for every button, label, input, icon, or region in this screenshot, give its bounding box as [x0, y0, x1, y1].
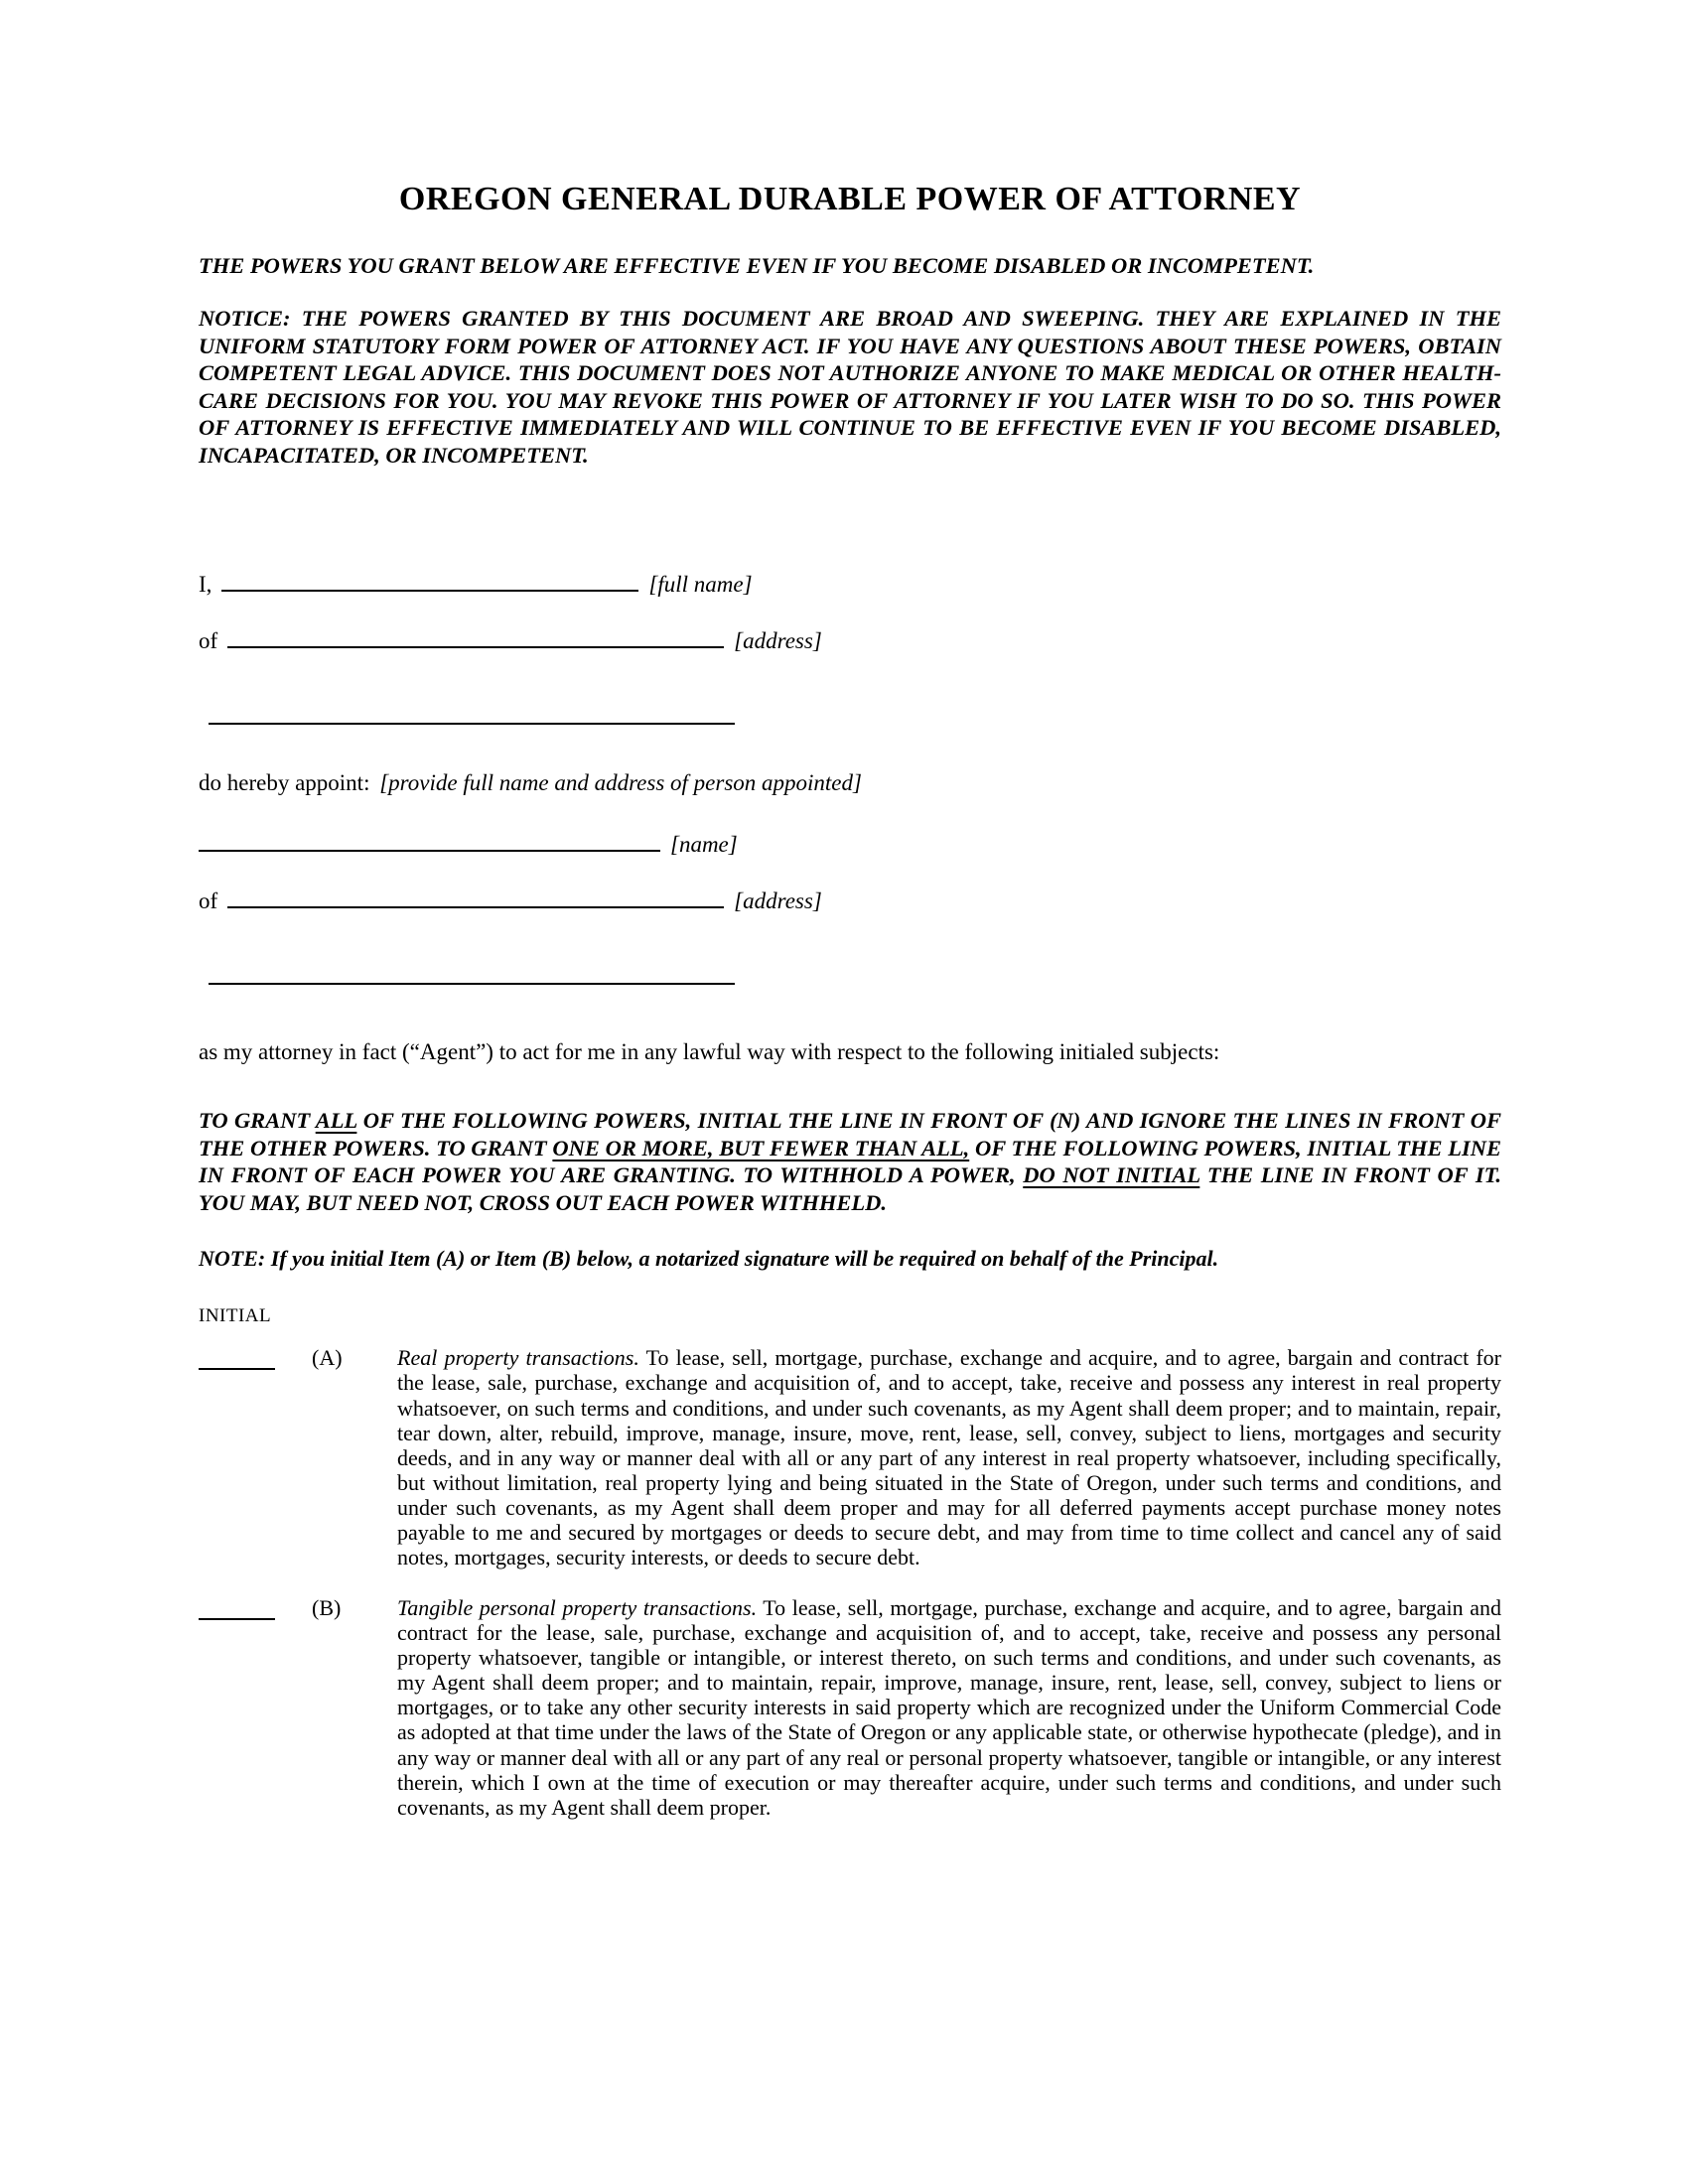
- item-b-title: Tangible personal property transactions.: [397, 1595, 758, 1621]
- item-b-body: To lease, sell, mortgage, purchase, exchange and acquire, and to agree, bargain and contract for the lease, sale, purchase, exchange and acquisition of, and to accept, take, receive and possess any personal property whatsoever, tangible or intangible, or interest thereto, on such terms and conditions, and under such covenants, as my Agent shall deem proper; and to maintain, repair, improve, manage, insure, rent, lease, sell, convey, subject to liens or mortgages, or to take any other security interests in said property which are recognized under the Uniform Commercial Code as adopted at that time under the laws of the State of Oregon or any applicable state, or otherwise hypothecate (pledge), and in any way or manner deal with all or any part of any real or personal property whatsoever, tangible or intangible, or any interest therein, which I own at the time of execution or may thereafter acquire, under such terms and conditions, and under such covenants, as my Agent shall deem proper.: [397, 1595, 1501, 1820]
- item-a-text: [397, 1345, 1501, 1570]
- grant-seg-one-or-more: ONE OR MORE, BUT FEWER THAN ALL,: [552, 1135, 970, 1160]
- grant-seg-1: TO GRANT: [199, 1108, 316, 1134]
- item-a-initial-cell: [199, 1345, 312, 1376]
- principal-address-blank[interactable]: [227, 622, 724, 648]
- page-title: OREGON GENERAL DURABLE POWER OF ATTORNEY: [398, 181, 1302, 217]
- agent-address2-blank[interactable]: [209, 959, 735, 985]
- agent-name-blank[interactable]: [199, 826, 660, 852]
- principal-address2-blank[interactable]: [209, 699, 735, 725]
- item-b-text: [397, 1595, 1501, 1820]
- principal-of-label: of: [199, 627, 218, 653]
- grant-seg-do-not-initial: DO NOT INITIAL: [1023, 1162, 1200, 1188]
- item-a-body: To lease, sell, mortgage, purchase, exchange and acquire, and to agree, bargain and contract for the lease, sale, purchase, exchange and acquisition of, and to accept, take, receive and possess any interest in real property whatsoever, on such terms and conditions, and under such covenants, as my Agent shall deem proper; and to maintain, repair, tear down, alter, rebuild, improve, manage, insure, move, rent, lease, sell, convey, subject to liens, mortgages and security deeds, and in any way or manner deal with all or any part of any interest in real property whatsoever, including specifically, but without limitation, real property lying and being situated in the State of Oregon, under such terms and conditions, and under such covenants, as my Agent shall deem proper and may for all deferred payments accept purchase money notes payable to me and secured by mortgages or deeds to secure debt, and may from time to time collect and cancel any of said notes, mortgages, security interests, or deeds to secure debt.: [397, 1345, 1501, 1570]
- grant-instructions: [199, 1107, 1501, 1216]
- grant-seg-5: OF THE FOLLOWING POWERS, INITIAL THE LINE IN FRONT OF EACH POWER YOU ARE GRANTING. TO WITHHOLD A POWER,: [199, 1135, 1501, 1188]
- item-b-initial-blank[interactable]: [199, 1597, 275, 1620]
- item-b-initial-cell: [199, 1595, 312, 1626]
- principal-name-row: [199, 566, 1501, 599]
- appointment-lead-row: [199, 770, 1501, 796]
- notarization-note: NOTE: If you initial Item (A) or Item (B) below, a notarized signature will be required on behalf of the Principal.: [199, 1245, 1219, 1271]
- grant-seg-7: THE LINE IN FRONT OF IT. YOU MAY, BUT NEED NOT, CROSS OUT EACH POWER WITHHELD.: [199, 1162, 1501, 1215]
- agent-of-label: of: [199, 888, 218, 914]
- grant-seg-3: OF THE FOLLOWING POWERS, INITIAL THE LINE IN FRONT OF (N) AND IGNORE THE LINES IN FRONT OF THE OTHER POWERS. TO GRANT: [199, 1108, 1501, 1160]
- item-a-initial-blank[interactable]: [199, 1347, 275, 1370]
- agent-name-row: [199, 826, 1501, 859]
- item-b-label: (B): [312, 1595, 342, 1621]
- principal-name-blank[interactable]: [221, 566, 638, 592]
- appoint-lead: do hereby appoint:: [199, 770, 370, 796]
- agent-address-blank[interactable]: [227, 883, 724, 908]
- effective-statement: THE POWERS YOU GRANT BELOW ARE EFFECTIVE EVEN IF YOU BECOME DISABLED OR INCOMPETENT.: [199, 253, 1315, 278]
- agent-clause: as my attorney in fact (“Agent”) to act for me in any lawful way with respect to the following initialed subjects:: [199, 1039, 1220, 1065]
- item-a-label: (A): [312, 1345, 343, 1371]
- initial-column-label: INITIAL: [199, 1305, 272, 1327]
- notice-paragraph: NOTICE: THE POWERS GRANTED BY THIS DOCUMENT ARE BROAD AND SWEEPING. THEY ARE EXPLAINED IN THE UNIFORM STATUTORY FORM POWER OF ATTORNEY ACT. IF YOU HAVE ANY QUESTIONS ABOUT THESE POWERS, OBTAIN COMPETENT LEGAL ADVICE. THIS DOCUMENT DOES NOT AUTHORIZE ANYONE TO MAKE MEDICAL OR OTHER HEALTH-CARE DECISIONS FOR YOU. YOU MAY REVOKE THIS POWER OF ATTORNEY IF YOU LATER WISH TO DO SO. THIS POWER OF ATTORNEY IS EFFECTIVE IMMEDIATELY AND WILL CONTINUE TO BE EFFECTIVE EVEN IF YOU BECOME DISABLED, INCAPACITATED, OR INCOMPETENT.: [199, 306, 1501, 468]
- agent-address2-row: [199, 959, 1501, 992]
- address-hint: [address]: [734, 627, 822, 653]
- full-name-hint: [full name]: [648, 572, 753, 598]
- power-item-a: [199, 1345, 1501, 1570]
- agent-name-hint: [name]: [670, 832, 738, 858]
- principal-address2-row: [199, 699, 1501, 732]
- agent-address-row: [199, 883, 1501, 915]
- grant-seg-all: ALL: [315, 1108, 357, 1134]
- agent-address-hint: [address]: [734, 888, 822, 914]
- power-item-b: [199, 1595, 1501, 1820]
- appoint-lead-hint: [provide full name and address of person appointed]: [379, 770, 862, 796]
- item-a-title: Real property transactions.: [397, 1345, 639, 1371]
- principal-address-row: [199, 622, 1501, 655]
- principal-i-label: I,: [199, 572, 212, 598]
